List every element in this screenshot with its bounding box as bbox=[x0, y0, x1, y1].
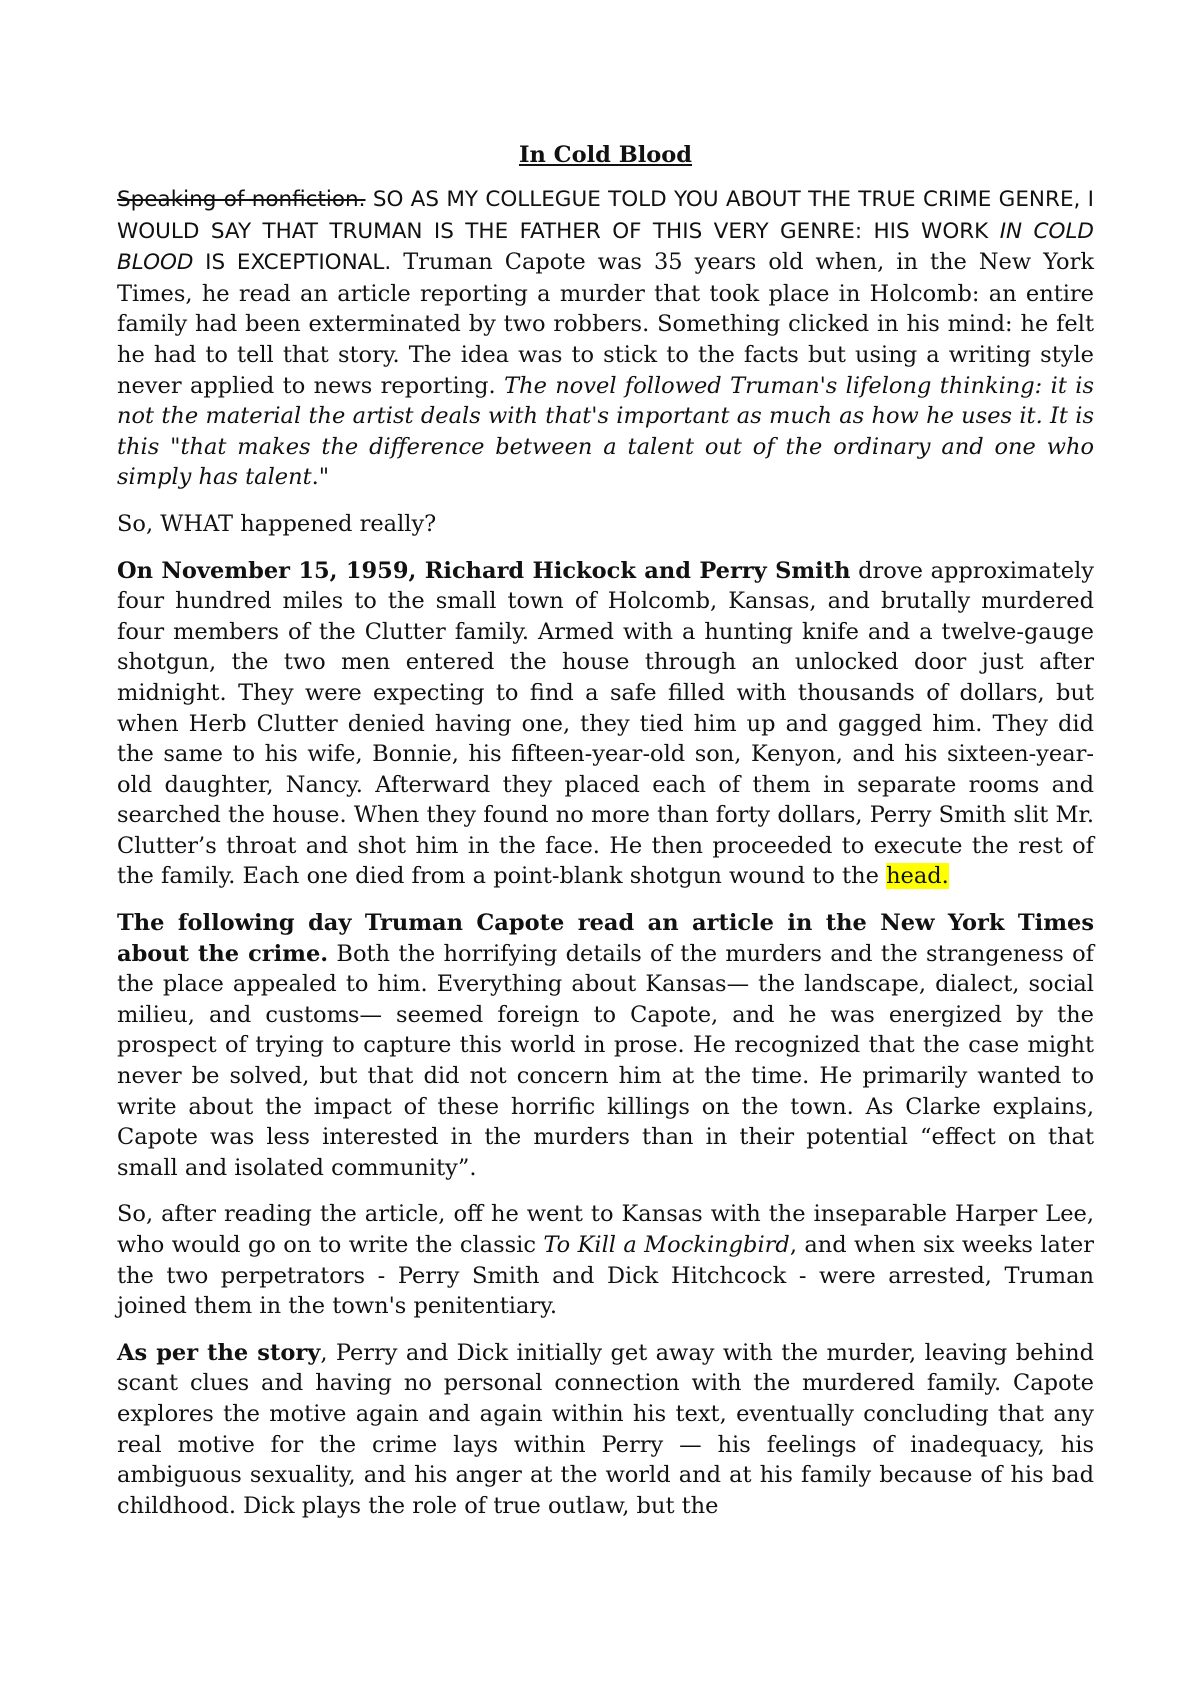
mockingbird-title: To Kill a Mockingbird bbox=[543, 1232, 790, 1258]
paragraph-following-day bbox=[117, 908, 1094, 1183]
intro-body-text: Truman Capote was 35 years old when, in the New York Times, he read an article reporting a murder that took place in Holcomb: an entire family had been exterminated by two robbers. Something clicked in his mind: he felt he had to tell that story. The idea was to stick to the facts but using a writing style never applied to news reporting. bbox=[117, 249, 1094, 399]
following-day-body-text: Both the horrifying details of the murders and the strangeness of the place appealed to him. Everything about Kansas— the landscape, dialect, social milieu, and customs— seemed foreign to Capote, and he was energized by the prospect of trying to capture this world in prose. He recognized that the case might never be solved, but that did not concern him at the time. He primarily wanted to write about the impact of these horrific killings on the town. As Clarke explains, Capote was less interested in the murders than in their potential “effect on that small and isolated community”. bbox=[117, 940, 1094, 1181]
murders-bold-lead: On November 15, 1959, Richard Hickock and Perry Smith bbox=[117, 557, 851, 584]
caps-italic-title: IN COLD BLOOD bbox=[117, 218, 1094, 276]
kansas-trip-text-end: , and when six weeks later the two perpetrators - Perry Smith and Dick Hitchcock - were arrested, Truman joined them in the town's penitentiary. bbox=[117, 1232, 1094, 1320]
intro-italic-quote: The novel followed Truman's lifelong thinking: it is not the material the artist deals with that's important as much as how he uses it. It is this "that makes the difference between a talent out of the ordinary and one who simply has talent bbox=[117, 372, 1094, 491]
paragraph-kansas-trip bbox=[117, 1199, 1094, 1321]
following-day-bold-lead: The following day Truman Capote read an article in the New York Times about the crime. bbox=[117, 910, 1094, 967]
intro-end-text: ." bbox=[311, 464, 330, 491]
caps-text: SO AS MY COLLEGUE TOLD YOU ABOUT THE TRUE CRIME GENRE, I WOULD SAY THAT TRUMAN IS THE FATHER OF THIS VERY GENRE: HIS WORK bbox=[117, 187, 1094, 244]
paragraph-murders bbox=[117, 556, 1094, 893]
document-page bbox=[117, 140, 1094, 1537]
highlighted-text: head. bbox=[886, 863, 949, 890]
story-body-text: , Perry and Dick initially get away with the murder, leaving behind scant clues and having no personal connection with the murdered family. Capote explores the motive again and again within his text, eventually concluding that any real motive for the crime lays within Perry — his feelings of inadequacy, his ambiguous sexuality, and his anger at the world and at his family because of his bad childhood. Dick plays the role of true outlaw, but the bbox=[117, 1339, 1094, 1519]
struck-text: Speaking of nonfiction. bbox=[117, 187, 366, 212]
kansas-trip-text: So, after reading the article, off he went to Kansas with the inseparable Harper Lee, who would go on to write the classic bbox=[117, 1201, 1094, 1258]
document-title: In Cold Blood bbox=[518, 142, 693, 168]
caps-text-end: IS EXCEPTIONAL. bbox=[193, 250, 392, 276]
paragraph-story bbox=[117, 1338, 1094, 1522]
paragraph-question: So, WHAT happened really? bbox=[117, 510, 437, 537]
paragraph-intro bbox=[117, 184, 1094, 493]
murders-body-text: drove approximately four hundred miles to the small town of Holcomb, Kansas, and brutally murdered four members of the Clutter family. Armed with a hunting knife and a twelve-gauge shotgun, the two men entered the house through an unlocked door just after midnight. They were expecting to find a safe filled with thousands of dollars, but when Herb Clutter denied having one, they tied him up and gagged him. They did the same to his wife, Bonnie, his fifteen-year-old son, Kenyon, and his sixteen-year-old daughter, Nancy. Afterward they placed each of them in separate rooms and searched the house. When they found no more than forty dollars, Perry Smith slit Mr. Clutter’s throat and shot him in the face. He then proceeded to execute the rest of the family. Each one died from a point-blank shotgun wound to the bbox=[117, 557, 1094, 890]
story-bold-lead: As per the story bbox=[117, 1339, 321, 1366]
